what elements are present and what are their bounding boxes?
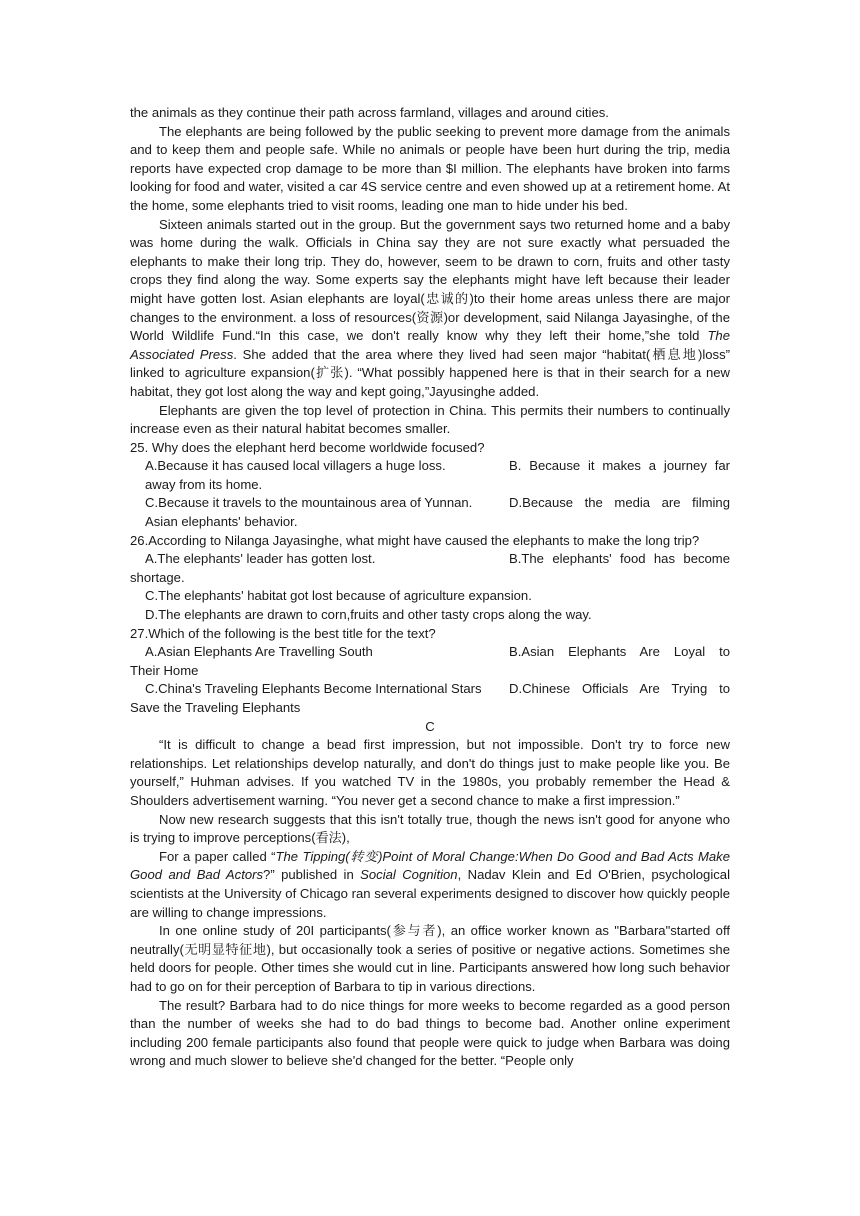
paragraph [130, 216, 730, 402]
paragraph: the animals as they continue their path across farmland, villages and around cities. [130, 105, 609, 120]
paragraph-text: , Nadav Klein and Ed O'Brien, psychological scientists at the University of Chicago ran several experiments designed to discover how quickly people are willing to change impressions. [130, 867, 730, 920]
option-b-continued: shortage. [130, 569, 185, 585]
paragraph: “It is difficult to change a bead first impression, but not impossible. Don't try to force new relationships. Let relationships develop naturally, and don't do things just to make people like you. Be yourself,” Huhman advises. If you watched TV in the 1980s, you probably remember the Head & Shoulders advertisement warning. “You never get a second chance to make a first impression.” [130, 737, 730, 808]
option-c: C.The elephants' habitat got lost because of agriculture expansion. [145, 588, 532, 604]
section-heading: C [425, 718, 435, 734]
question-stem: 27.Which of the following is the best title for the text? [130, 625, 436, 641]
paragraph-text: . She added that the area where they lived had seen major “habitat(栖息地)loss” linked to agriculture expansion(扩张). “What possibly happened here is that in their search for a new habitat, they got lost along the way and kept going,”Jayusinghe added. [130, 346, 730, 399]
option-d: D.Because the media are filming [509, 495, 730, 511]
option-b: B. Because it makes a journey far [509, 458, 730, 474]
option-row [130, 494, 730, 513]
paragraph [130, 848, 730, 922]
paragraph: Now new research suggests that this isn't totally true, though the news isn't good for anyone who is trying to improve perceptions(看法), [130, 811, 730, 846]
option-d: D.Chinese Officials Are Trying to [509, 681, 730, 697]
option-b-continued: away from its home. [145, 476, 263, 492]
paragraph: The elephants are being followed by the public seeking to prevent more damage from the animals and to keep them and people safe. While no animals or people have been hurt during the trip, media reports have expected crop damage to be more than $I million. The elephants have broken into farms looking for food and water, visited a car 4S service centre and even showed up at a retirement home. At the home, some elephants tried to visit rooms, leading one man to hide under his bed. [130, 123, 730, 213]
option-row [130, 680, 730, 699]
paragraph-text: Sixteen animals started out in the group. But the government says two returned home and a baby was home during the walk. Officials in China say they are not sure exactly what persuaded the elephants to make their long trip. They do, however, seem to be drawn to corn, fruits and other tasty crops they find along the way. Some experts say the elephants might have left because their leader might have gotten lost. Asian elephants are loyal(忠诚的)to their home areas unless there are major changes to the environment. a loss of resources(资源)or development, said Nilanga Jayasinghe, of the World Wildlife Fund.“In this case, we don't really know why they left their home,”she told [130, 216, 730, 344]
option-d: D.The elephants are drawn to corn,fruits and other tasty crops along the way. [145, 607, 592, 623]
paragraph: In one online study of 20I participants(参与者), an office worker known as "Barbara"started off neutrally(无明显特征地), but occasionally took a series of positive or negative actions. Sometimes she held doors for people. Other times she would cut in line. Participants answered how long such behavior had to go on for their perception of Barbara to tip in various directions. [130, 923, 730, 994]
question-stem: 25. Why does the elephant herd become worldwide focused? [130, 439, 485, 455]
italic-source: The Associated Press [130, 328, 730, 362]
italic-journal-name: Social Cognition [360, 867, 458, 883]
option-d-continued: Save the Traveling Elephants [130, 700, 301, 715]
option-c: C.Because it travels to the mountainous area of Yunnan. [145, 495, 473, 511]
option-b-continued: Their Home [130, 662, 199, 678]
option-row [130, 457, 730, 476]
option-row [130, 643, 730, 662]
option-b: B.The elephants' food has become [509, 551, 730, 567]
option-a: A.Because it has caused local villagers a huge loss. [145, 458, 446, 474]
option-a: A.Asian Elephants Are Travelling South [145, 644, 373, 660]
paragraph: Elephants are given the top level of protection in China. This permits their numbers to continually increase even as their natural habitat becomes smaller. [130, 402, 730, 437]
option-row [130, 550, 730, 569]
option-c: C.China's Traveling Elephants Become International Stars [145, 681, 482, 697]
paragraph-text: For a paper called “ [159, 848, 276, 864]
paragraph: The result? Barbara had to do nice things for more weeks to become regarded as a good person than the number of weeks she had to do bad things to become bad. Another online experiment including 200 female participants also found that people were quick to judge when Barbara was doing wrong and much slower to believe she'd changed for the better. “People only [130, 997, 730, 1069]
option-a: A.The elephants' leader has gotten lost. [145, 551, 376, 567]
question-stem: 26.According to Nilanga Jayasinghe, what might have caused the elephants to make the long trip? [130, 532, 700, 548]
italic-paper-title: The Tipping(转变)Point of Moral Change:When Do Good and Bad Acts Make Good and Bad Actors [130, 848, 730, 883]
option-b: B.Asian Elephants Are Loyal to [509, 644, 730, 660]
option-d-continued: Asian elephants' behavior. [145, 514, 298, 530]
paragraph-text: ?” published in [263, 867, 361, 883]
document-page [130, 104, 730, 1071]
